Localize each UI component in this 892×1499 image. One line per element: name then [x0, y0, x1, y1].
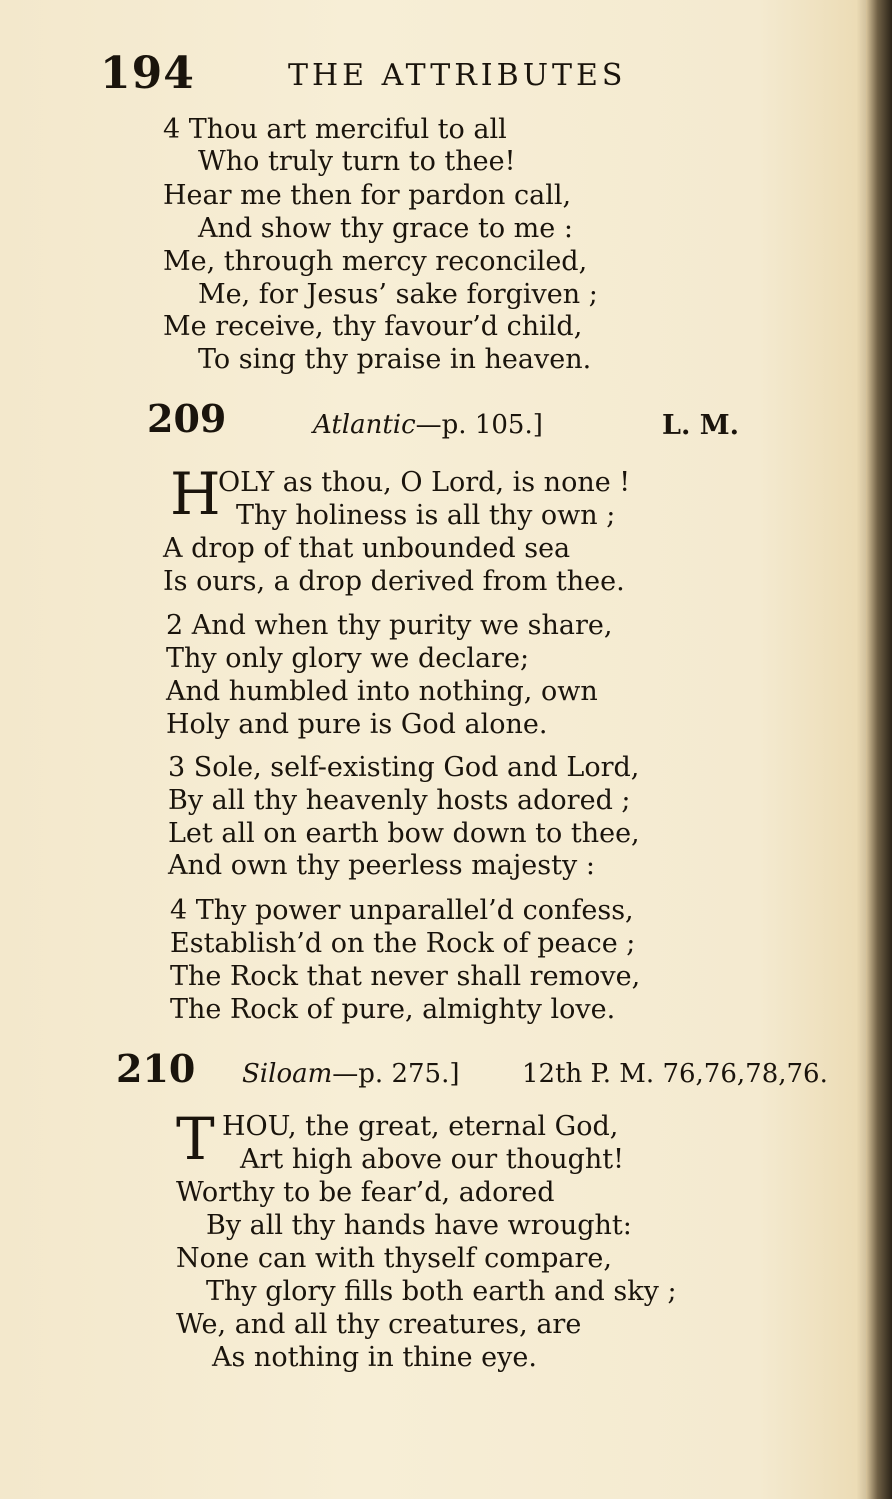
hymn-209-heading [147, 396, 226, 441]
verse-line: Thy holiness is all thy own ; [236, 500, 616, 531]
verse-line: And humbled into nothing, own [166, 676, 598, 707]
hymn-209-meter [662, 410, 739, 441]
verse-line: 4 Thy power unparallel’d confess, [170, 895, 634, 926]
drop-cap: H [170, 460, 221, 528]
verse-line: By all thy hands have wrought: [206, 1210, 632, 1241]
hymn-210-tune [242, 1059, 459, 1089]
first-word-rest: HOU, [222, 1111, 297, 1142]
verse-line: Me, through mercy reconciled, [163, 246, 588, 277]
verse-line: To sing thy praise in heaven. [198, 344, 592, 375]
tune-reference: —p. 105.] [415, 410, 543, 440]
page-header [100, 48, 800, 98]
verse-line-text: as thou, O Lord, is none ! [282, 467, 631, 498]
verse-line: Worthy to be fear’d, adored [176, 1177, 555, 1208]
meter: 12th P. M. 76,76,78,76. [522, 1059, 828, 1089]
verse-line-text: the great, eternal God, [305, 1111, 619, 1142]
verse-line: A drop of that unbounded sea [163, 533, 571, 564]
hymn-number: 210 [116, 1046, 196, 1091]
verse-line: 3 Sole, self-existing God and Lord, [168, 752, 640, 783]
verse-line: 2 And when thy purity we share, [166, 610, 613, 641]
verse-line: Art high above our thought! [240, 1144, 624, 1175]
verse-line [218, 467, 630, 499]
verse-line [222, 1111, 618, 1143]
verse-line: 4 Thou art merciful to all [163, 114, 507, 145]
verse-line: Thy glory fills both earth and sky ; [206, 1276, 677, 1307]
verse-line: Is ours, a drop derived from thee. [163, 566, 625, 597]
verse-line: And show thy grace to me : [198, 213, 573, 244]
verse-line: As nothing in thine eye. [212, 1342, 537, 1373]
verse-line: The Rock of pure, almighty love. [170, 994, 616, 1025]
verse-line: None can with thyself compare, [176, 1243, 612, 1274]
tune-reference: —p. 275.] [332, 1059, 460, 1089]
verse-line: Who truly turn to thee! [198, 146, 516, 177]
hymn-210-heading [116, 1046, 195, 1091]
first-word-rest: OLY [218, 467, 275, 498]
page-edge-shadow [866, 0, 892, 1499]
meter: L. M. [662, 410, 740, 441]
verse-line: Me, for Jesus’ sake forgiven ; [198, 279, 598, 310]
verse-line: Me receive, thy favour’d child, [163, 311, 583, 342]
running-title: THE ATTRIBUTES [288, 58, 627, 93]
hymn-number: 209 [147, 396, 227, 441]
verse-line: Hear me then for pardon call, [163, 180, 572, 211]
drop-cap: T [176, 1105, 215, 1173]
hymn-210-meter [522, 1059, 828, 1089]
verse-line: Let all on earth bow down to thee, [168, 818, 640, 849]
verse-line: Holy and pure is God alone. [166, 709, 548, 740]
verse-line: Establish’d on the Rock of peace ; [170, 928, 636, 959]
tune-name: Atlantic [313, 410, 416, 440]
tune-name: Siloam [242, 1059, 333, 1089]
verse-line: By all thy heavenly hosts adored ; [168, 785, 631, 816]
verse-line: Thy only glory we declare; [166, 643, 530, 674]
page-number: 194 [100, 48, 195, 99]
verse-line: The Rock that never shall remove, [170, 961, 641, 992]
verse-line: And own thy peerless majesty : [168, 850, 595, 881]
verse-line: We, and all thy creatures, are [176, 1309, 582, 1340]
hymn-209-tune [313, 410, 543, 440]
